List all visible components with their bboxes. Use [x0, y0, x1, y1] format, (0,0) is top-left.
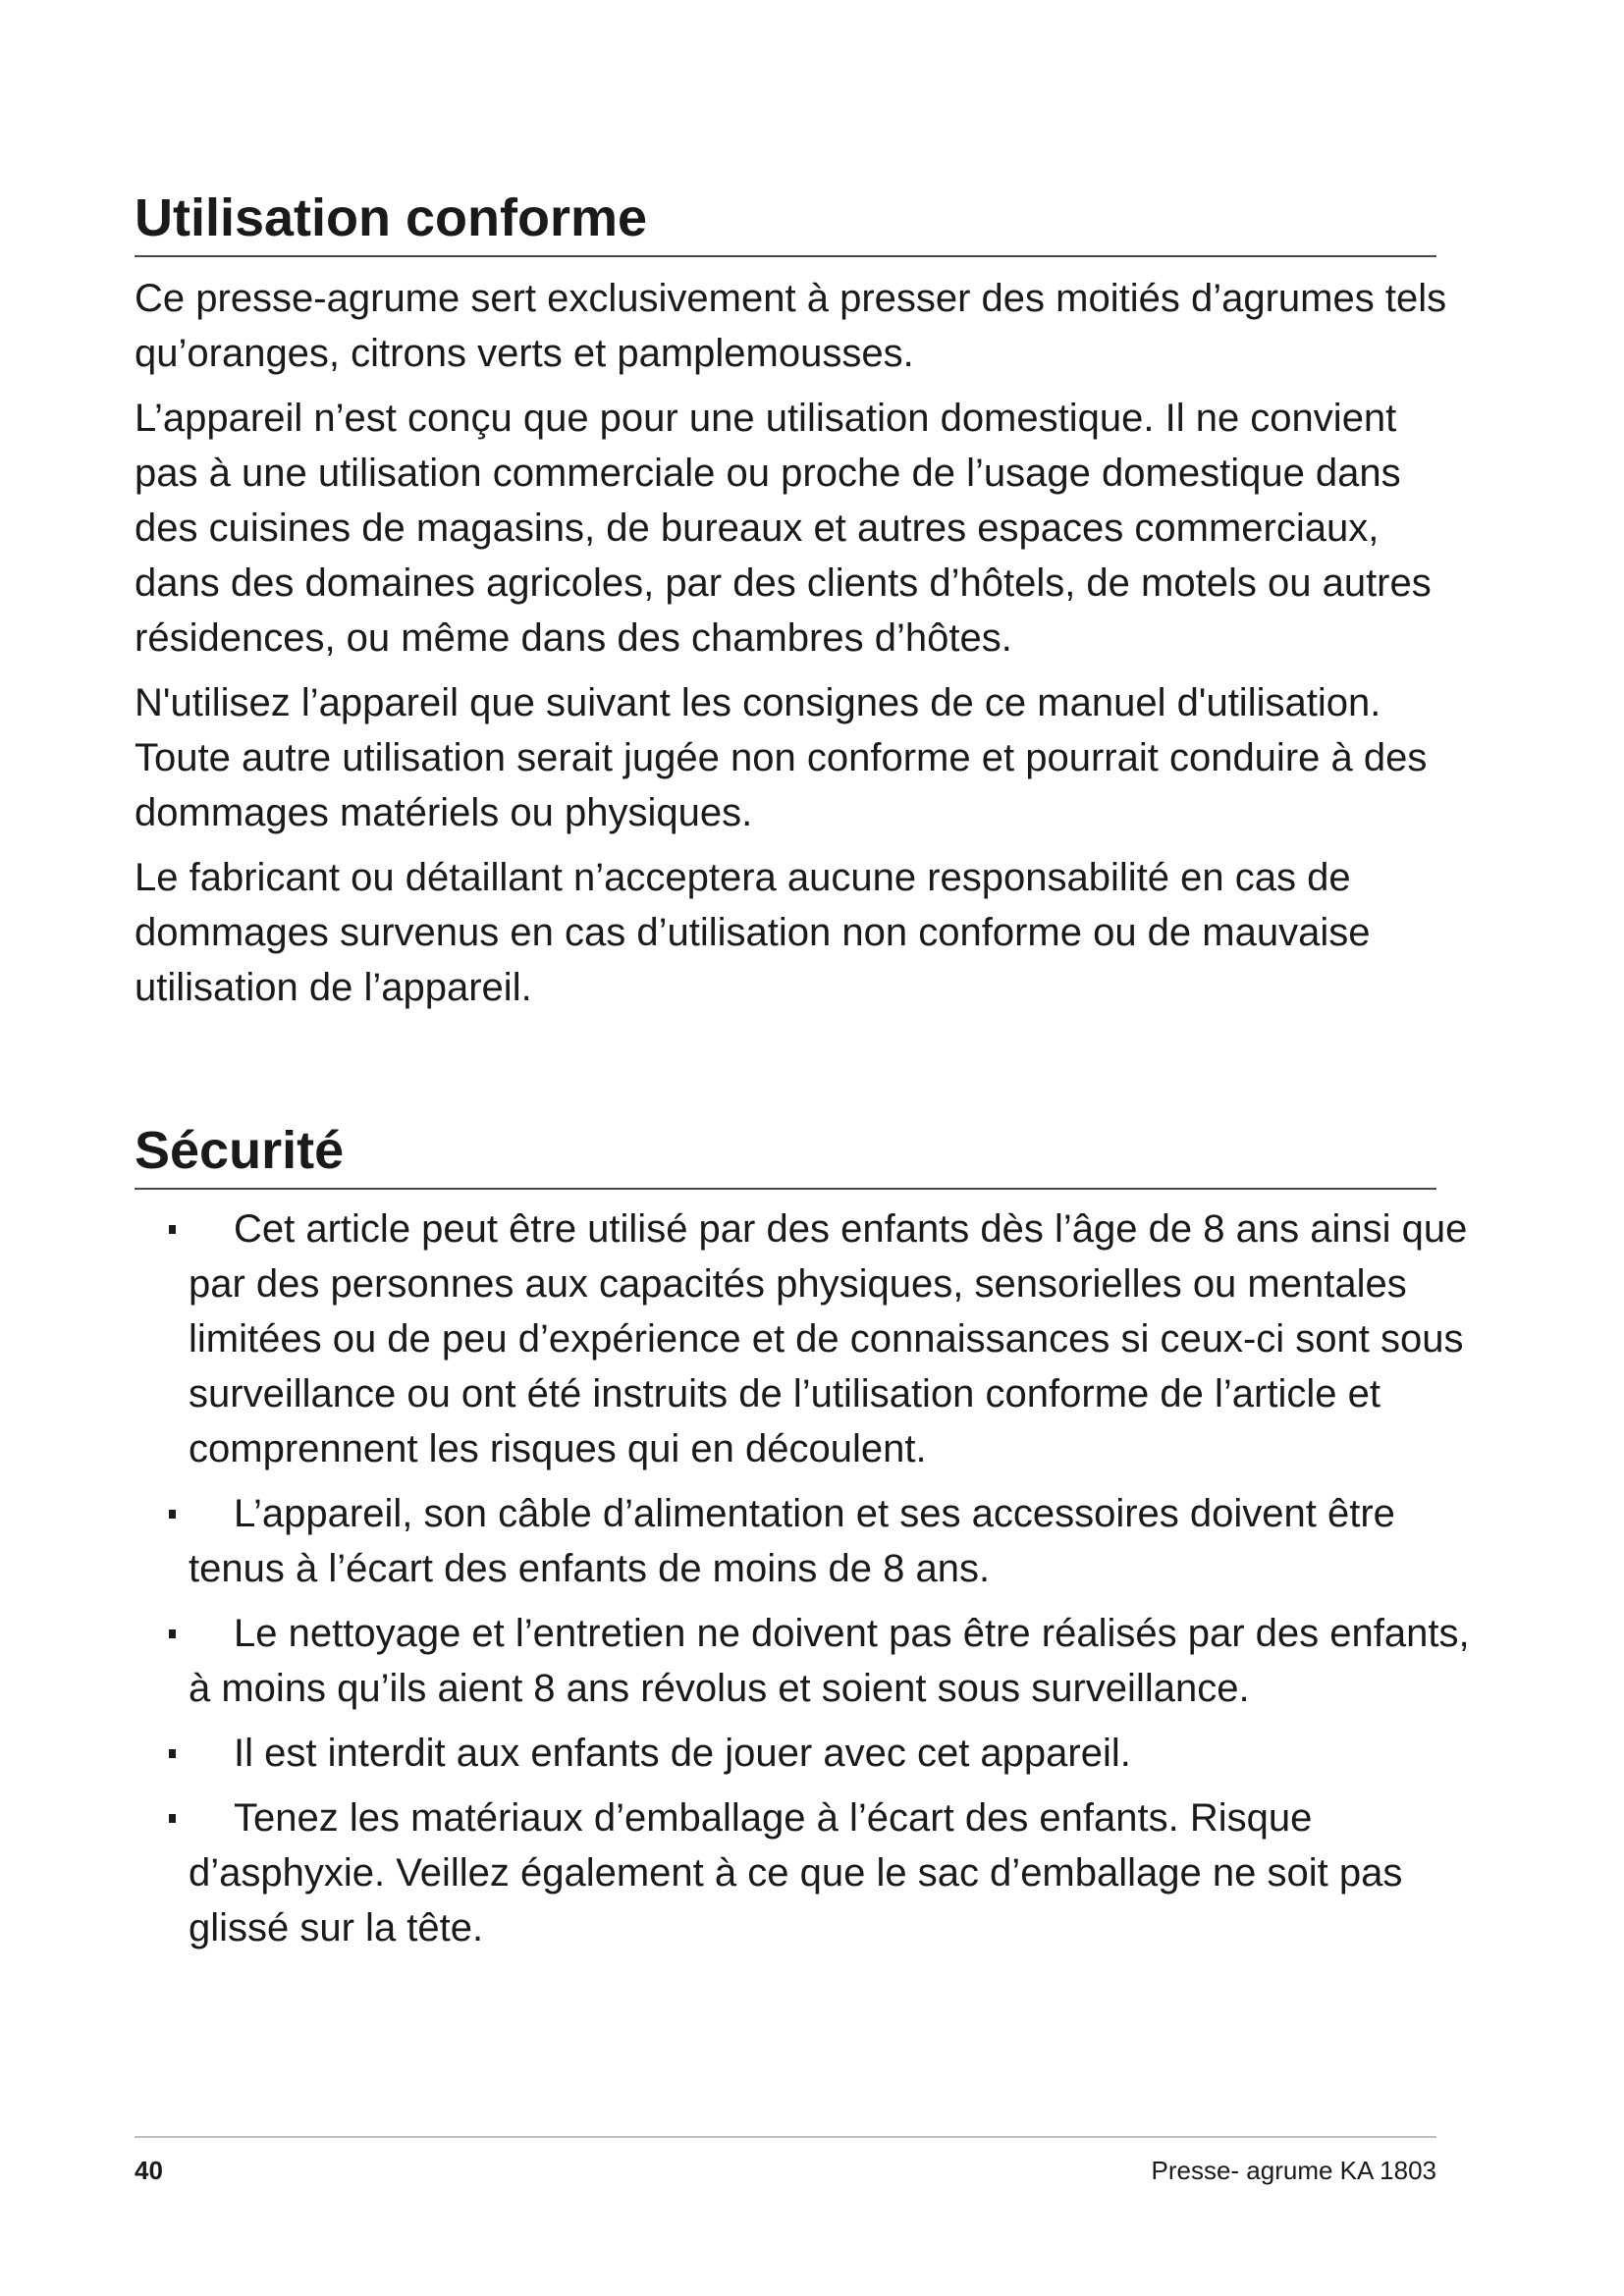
product-name: Presse- agrume KA 1803	[1151, 2156, 1436, 2185]
section-heading-securite: Sécurité	[135, 1119, 1436, 1190]
footer-divider	[135, 2136, 1436, 2138]
list-item-text: Cet article peut être utilisé par des enfants dès l’âge de 8 ans ainsi que par des personnes aux capacités physiques, sensorielles ou mentales limitées ou de peu d’expérience et de connaissances si ceux-ci sont sous surveillance ou ont été instruits de l’utilisation conforme de l’article et comprennent les risques qui en découlent.	[189, 1207, 1468, 1470]
section-utilisation-body	[135, 271, 1450, 1025]
paragraph: Ce presse-agrume sert exclusivement à presser des moitiés d’agrumes tels qu’oranges, citrons verts et pamplemousses.	[135, 277, 1447, 375]
list-item-text: Le nettoyage et l’entretien ne doivent pas être réalisés par des enfants, à moins qu’ils aient 8 ans révolus et soient sous surveillance.	[189, 1612, 1470, 1710]
page-number: 40	[135, 2156, 163, 2185]
paragraph: N'utilisez l’appareil que suivant les consignes de ce manuel d'utilisation. Toute autre utilisation serait jugée non conforme et pourrait conduire à des dommages matériels ou physiques.	[135, 681, 1428, 834]
section-heading-utilisation: Utilisation conforme	[135, 187, 1436, 257]
list-item	[135, 1606, 1489, 1716]
list-item	[135, 1790, 1489, 1955]
list-item-text: Tenez les matériaux d’emballage à l’écart des enfants. Risque d’asphyxie. Veillez également à ce que le sac d’emballage ne soit pas glissé sur la tête.	[189, 1796, 1403, 1949]
list-item-text: L’appareil, son câble d’alimentation et ses accessoires doivent être tenus à l’écart des enfants de moins de 8 ans.	[189, 1492, 1395, 1590]
bullet-square-icon	[169, 1629, 176, 1638]
bullet-square-icon	[169, 1814, 176, 1823]
list-item	[135, 1486, 1489, 1596]
bullet-square-icon	[169, 1510, 176, 1519]
list-item	[135, 1726, 1489, 1781]
paragraph: L’appareil n’est conçu que pour une utilisation domestique. Il ne convient pas à une utilisation commerciale ou proche de l’usage domestique dans des cuisines de magasins, de bureaux et autres espaces commerciaux, dans des domaines agricoles, par des clients d’hôtels, de motels ou autres résidences, ou même dans des chambres d’hôtes.	[135, 397, 1432, 660]
bullet-square-icon	[169, 1749, 176, 1758]
list-item-text: Il est interdit aux enfants de jouer avec cet appareil.	[234, 1732, 1131, 1775]
list-item	[135, 1201, 1489, 1476]
safety-list	[135, 1201, 1489, 1955]
bullet-square-icon	[169, 1225, 176, 1234]
paragraph: Le fabricant ou détaillant n’acceptera aucune responsabilité en cas de dommages survenus en cas d’utilisation non conforme ou de mauvaise utilisation de l’appareil.	[135, 856, 1371, 1009]
section-securite-body	[135, 1201, 1489, 1965]
